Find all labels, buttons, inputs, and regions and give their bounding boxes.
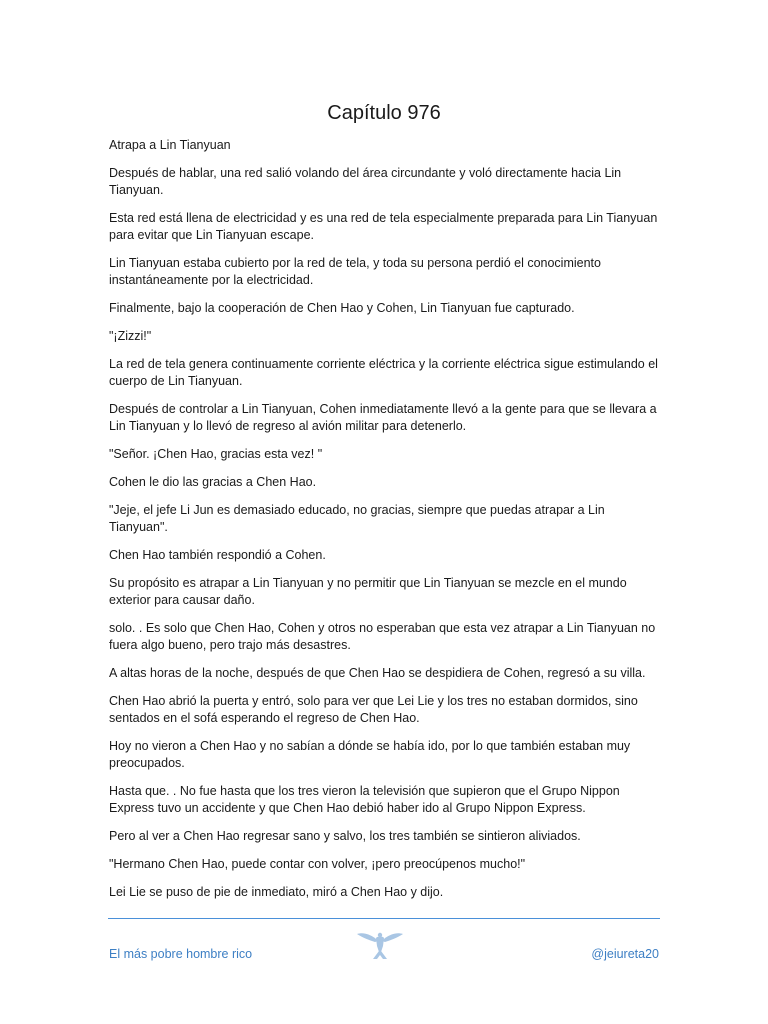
footer-divider	[108, 918, 660, 919]
bird-logo-icon	[355, 928, 405, 962]
paragraph: Hasta que. . No fue hasta que los tres vieron la televisión que supieron que el Grupo Nippon Express tuvo un accidente y que Chen Hao debió haber ido al Grupo Nippon Express.	[109, 784, 620, 815]
paragraph: Atrapa a Lin Tianyuan	[109, 138, 231, 152]
paragraph: Chen Hao también respondió a Cohen.	[109, 548, 326, 562]
paragraph: La red de tela genera continuamente corriente eléctrica y la corriente eléctrica sigue estimulando el cuerpo de Lin Tianyuan.	[109, 357, 658, 388]
paragraph: solo. . Es solo que Chen Hao, Cohen y otros no esperaban que esta vez atrapar a Lin Tianyuan no fuera algo bueno, pero trajo más desastres.	[109, 621, 656, 652]
paragraph: A altas horas de la noche, después de que Chen Hao se despidiera de Cohen, regresó a su villa.	[109, 666, 646, 680]
paragraph: Cohen le dio las gracias a Chen Hao.	[109, 475, 317, 489]
paragraph: Después de hablar, una red salió volando del área circundante y voló directamente hacia Lin Tianyuan.	[109, 166, 622, 197]
chapter-body	[109, 137, 665, 912]
paragraph: Su propósito es atrapar a Lin Tianyuan y no permitir que Lin Tianyuan se mezcle en el mundo exterior para causar daño.	[109, 576, 627, 607]
paragraph: "Jeje, el jefe Li Jun es demasiado educado, no gracias, siempre que puedas atrapar a Lin Tianyuan".	[109, 503, 605, 534]
paragraph: Esta red está llena de electricidad y es una red de tela especialmente preparada para Lin Tianyuan para evitar que Lin Tianyuan escape.	[109, 211, 658, 242]
paragraph: "Hermano Chen Hao, puede contar con volver, ¡pero preocúpenos mucho!"	[109, 857, 526, 871]
paragraph: Hoy no vieron a Chen Hao y no sabían a dónde se había ido, por lo que también estaban muy preocupados.	[109, 739, 631, 770]
paragraph: "¡Zizzi!"	[109, 329, 152, 343]
footer-book-title: El más pobre hombre rico	[109, 947, 253, 961]
paragraph: Lei Lie se puso de pie de inmediato, miró a Chen Hao y dijo.	[109, 885, 444, 899]
paragraph: Pero al ver a Chen Hao regresar sano y salvo, los tres también se sintieron aliviados.	[109, 829, 581, 843]
paragraph: "Señor. ¡Chen Hao, gracias esta vez! "	[109, 447, 323, 461]
paragraph: Finalmente, bajo la cooperación de Chen Hao y Cohen, Lin Tianyuan fue capturado.	[109, 301, 575, 315]
footer-author-handle: @jeiureta20	[591, 947, 659, 961]
paragraph: Lin Tianyuan estaba cubierto por la red de tela, y toda su persona perdió el conocimiento instantáneamente por la electricidad.	[109, 256, 601, 287]
paragraph: Después de controlar a Lin Tianyuan, Cohen inmediatamente llevó a la gente para que se llevara a Lin Tianyuan y lo llevó de regreso al avión militar para detenerlo.	[109, 402, 657, 433]
chapter-title: Capítulo 976	[327, 102, 441, 124]
paragraph: Chen Hao abrió la puerta y entró, solo para ver que Lei Lie y los tres no estaban dormidos, sino sentados en el sofá esperando el regreso de Chen Hao.	[109, 694, 638, 725]
